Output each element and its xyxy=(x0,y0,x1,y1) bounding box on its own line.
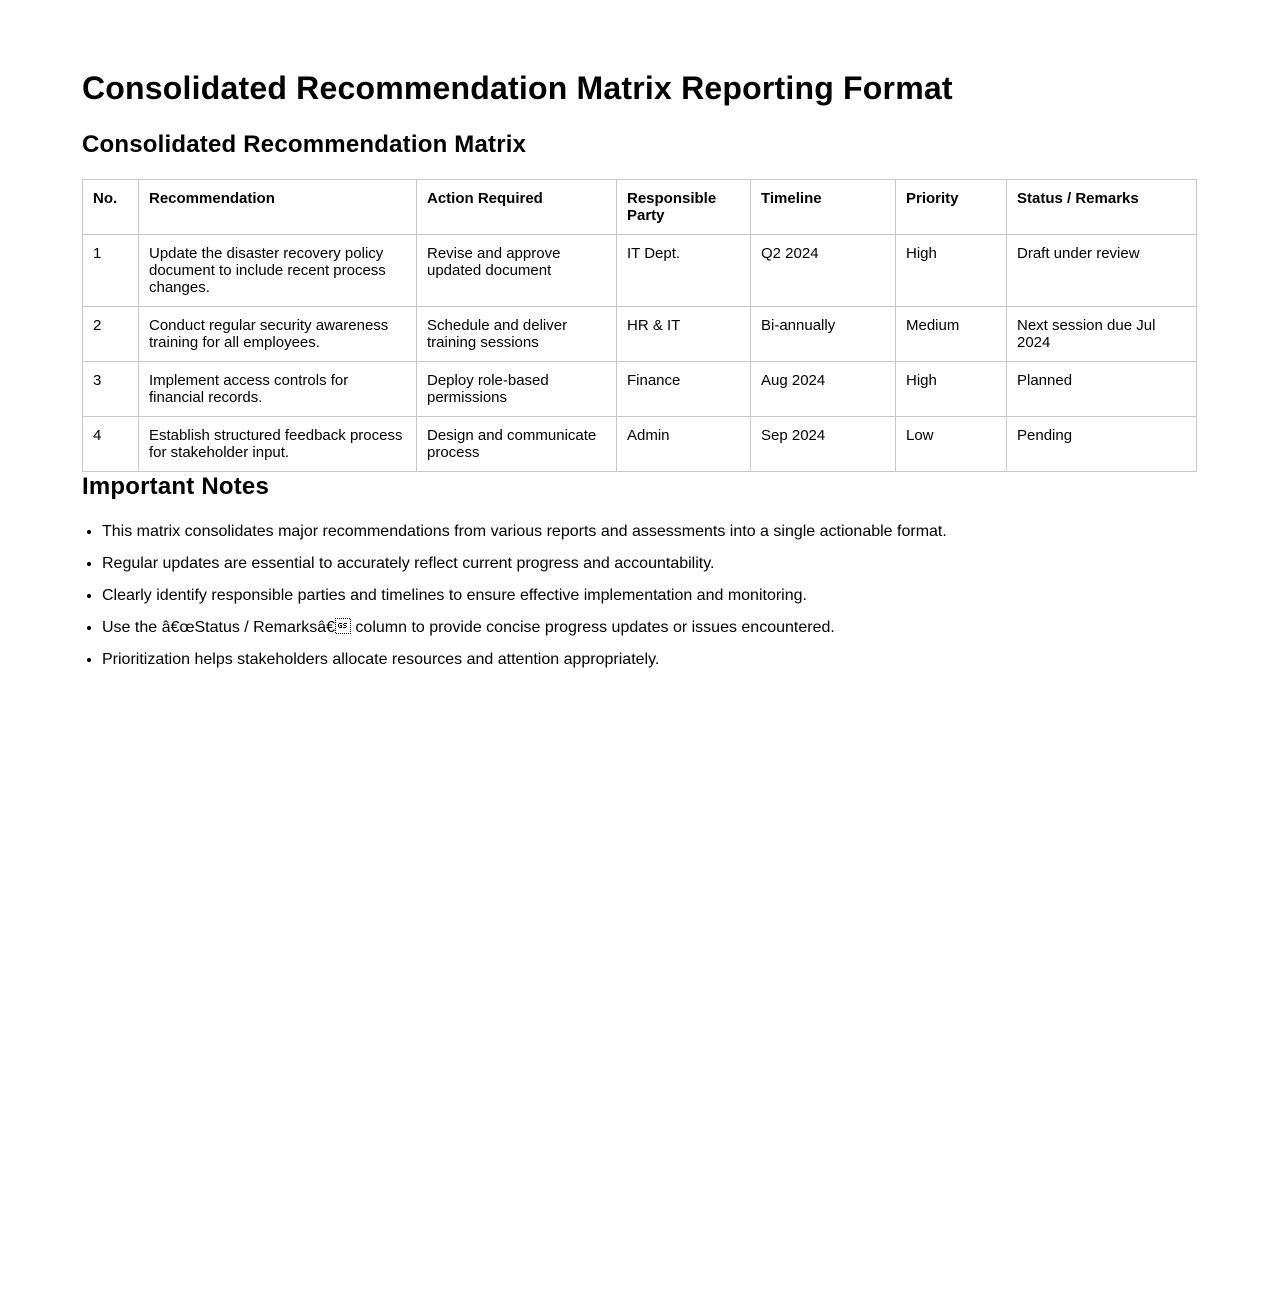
cell-action-required: Design and communicate process xyxy=(417,417,617,472)
recommendation-matrix-table xyxy=(82,179,1197,472)
cell-responsible-party: Finance xyxy=(617,362,751,417)
list-item: • Prioritization helps stakeholders allocate resources and attention appropriately. xyxy=(102,650,1196,670)
cell-timeline: Sep 2024 xyxy=(751,417,896,472)
list-item: • This matrix consolidates major recommendations from various reports and assessments into a single actionable format. xyxy=(102,522,1196,542)
table-header-row xyxy=(83,180,1197,235)
notes-list xyxy=(82,522,1196,670)
column-header-responsible-party: Responsible Party xyxy=(617,180,751,235)
cell-priority: High xyxy=(896,235,1007,307)
cell-no: 2 xyxy=(83,307,139,362)
column-header-status-remarks: Status / Remarks xyxy=(1007,180,1197,235)
cell-recommendation: Implement access controls for financial records. xyxy=(139,362,417,417)
cell-status-remarks: Draft under review xyxy=(1007,235,1197,307)
cell-timeline: Aug 2024 xyxy=(751,362,896,417)
table-row xyxy=(83,362,1197,417)
cell-responsible-party: HR & IT xyxy=(617,307,751,362)
cell-responsible-party: IT Dept. xyxy=(617,235,751,307)
table-row xyxy=(83,417,1197,472)
column-header-timeline: Timeline xyxy=(751,180,896,235)
column-header-action-required: Action Required xyxy=(417,180,617,235)
matrix-heading: Consolidated Recommendation Matrix xyxy=(82,131,527,158)
cell-recommendation: Update the disaster recovery policy document to include recent process changes. xyxy=(139,235,417,307)
table-row xyxy=(83,307,1197,362)
cell-timeline: Q2 2024 xyxy=(751,235,896,307)
document-title: Consolidated Recommendation Matrix Reporting Format xyxy=(82,70,953,106)
list-item: • Regular updates are essential to accurately reflect current progress and accountability. xyxy=(102,554,1196,574)
column-header-recommendation: Recommendation xyxy=(139,180,417,235)
cell-action-required: Revise and approve updated document xyxy=(417,235,617,307)
cell-action-required: Deploy role-based permissions xyxy=(417,362,617,417)
list-item: • Clearly identify responsible parties and timelines to ensure effective implementation and monitoring. xyxy=(102,586,1196,606)
column-header-no: No. xyxy=(83,180,139,235)
cell-no: 4 xyxy=(83,417,139,472)
cell-priority: High xyxy=(896,362,1007,417)
list-item: • Use the â€œStatus / Remarksâ€ column to provide concise progress updates or issues encountered. xyxy=(102,618,1196,638)
cell-status-remarks: Next session due Jul 2024 xyxy=(1007,307,1197,362)
notes-heading: Important Notes xyxy=(82,473,270,500)
cell-action-required: Schedule and deliver training sessions xyxy=(417,307,617,362)
cell-no: 3 xyxy=(83,362,139,417)
cell-status-remarks: Planned xyxy=(1007,362,1197,417)
cell-responsible-party: Admin xyxy=(617,417,751,472)
cell-priority: Medium xyxy=(896,307,1007,362)
cell-timeline: Bi-annually xyxy=(751,307,896,362)
cell-priority: Low xyxy=(896,417,1007,472)
cell-recommendation: Conduct regular security awareness training for all employees. xyxy=(139,307,417,362)
cell-recommendation: Establish structured feedback process for stakeholder input. xyxy=(139,417,417,472)
table-row xyxy=(83,235,1197,307)
cell-no: 1 xyxy=(83,235,139,307)
cell-status-remarks: Pending xyxy=(1007,417,1197,472)
column-header-priority: Priority xyxy=(896,180,1007,235)
